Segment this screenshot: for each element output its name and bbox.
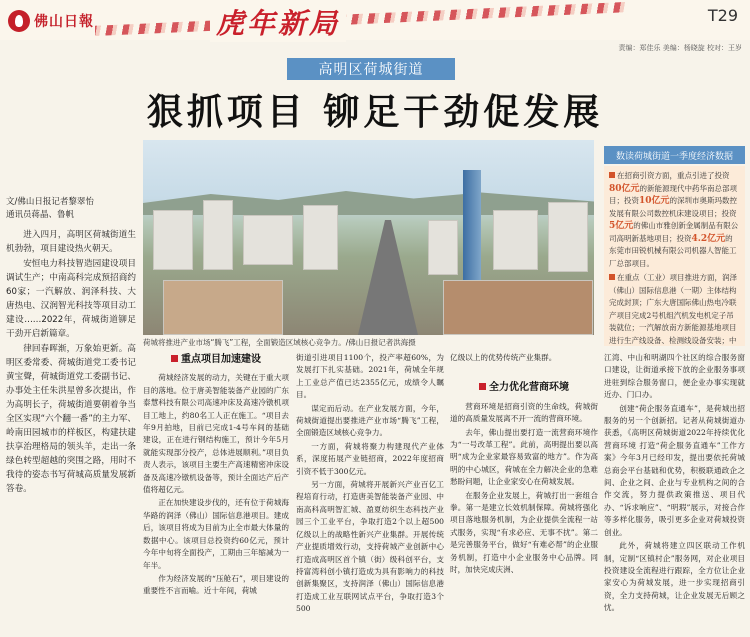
sidebar-item: 在重点（工业）项目推进方面，润泽（佛山）国际信息港（一期）主体结构完成封顶；广东大唐国际佛山热电冷联产项目完成2号机组汽机发电机定子吊装就位；一汽解放南方新能源基地项目进行生产线设备、检测线设备安装；中 [609, 273, 737, 345]
article-column-1 [6, 196, 136, 636]
square-bullet-icon [609, 274, 615, 280]
article-column-5: 江湾、中山和明湖四个社区的综合服务窗口建设，让街道承接下放的企业服务事项进驻到综合服务窗口，便企业办事实现就近办、门口办。 创建“荷企服务直通车”，是荷城出招服务的另一个创新招。记者从荷城街道办获悉，《高明区荷城街道2022年持续优化营商环境 打造“荷企服务直通车”工作方案》今年3月已经印发，提出要依托荷城总商会平台基础和优势，积极联通政企之间、企业之间、企业与专业机构之间的合作交流，努力提供政策推送、项目代办、“诉求响应”、“明瑕”展示，对接合作等多样化服务，吸引更多企业对荷城投资创业。 此外，荷城将建立四区联动工作机制，定制“区镇村企”服务网，对企业项目投资建设全流程进行跟踪，全方位让企业家安心为荷城发展，进一步实现招商引资，全力支持荷城，让企业发展无后顾之忧。 [604, 353, 745, 613]
article-column-4: 亿级以上的优势传统产业集群。 全力优化营商环境 营商环境是招商引资的生命线，荷城街道的高质量发展离不开一流的营商环境。 去年，佛山提出要打造一流营商环境作为“一号改革工程”。此前，高明提出要以高明“成为企业家最容易致富的地方”。作为高明的中心城区，荷城在全力解决企业的急难愁盼问题，让企业家安心在荷城发展。 在服务企业发展上，荷城打出一套组合拳。第一是建立长效机制保障。荷城将强化项目落地服务机制，为企业提供全流程一站式服务，实现“有求必应、无事不扰”。第二是完善服务平台，做好“有难必帮”的企业服务机制，打造中小企业服务中心品牌。同时，加快完成庆洲、 [450, 353, 598, 575]
article-column-2: 重点项目加速建设 荷城经济发展的动力，关键在于重大项目的落地。位于唐美智能装备产业园的广东泰慧科技有限公司高速冲床及高速冷镦机项目工地上，约80名工人正在施工。“项目去年9月拍地，目前已完成1-4号车间的基础建设，正在进行钢结构施工，预计今年5月就能实现部分投产，总体进展顺利。”项目负责人表示，该项目主要生产高速精密冲床设备及高速冷镦机设备等，预计全面达产后产值将超亿元。 正在加快建设步伐的，还有位于荷城海华路的润泽（佛山）国际信息港项目。建成后，该项目将成为目前为止全市最大体量的数据中心。该项目总投资约60亿元，预计今年中旬将全面投产，工期由三年缩减为一年半。 作为经济发展的“压舱石”，项目建设的重要性不言而喻。近十年间，荷城 [143, 354, 289, 596]
photo-building [203, 200, 233, 270]
lead-text: 进入四月，高明区荷城街道生机勃勃，项目建设热火朝天。 安恒电力科技智造园建设项目调试生产；中南高科完成预招商约60家；一汽解放、润泽科技、大唐热电、汉润智光科技等项目动工建设……2022年，荷城街道铆足干劲开启新篇章。 律回春晖渐，万象始更新。高明区委常委、荷城街道党工委书记黄宝聲，荷城街道党工委副书记、办事处主任朱洪星曾多次提出，作为高明长子，荷城街道要朝着争当全区实现“六个翻一番”的主力军、岭南田园城市的样板区，构建扶建扶享治理格局的领头羊，走出一条绿色转型超越的突围之路，用时不我待的姿态书写荷城高质量发展新答卷。 [6, 230, 136, 494]
page-number: T29 [707, 6, 738, 25]
photo-tower [463, 170, 481, 280]
photo-caption: 荷城将推进产业市场“腾飞”工程，全面锻造区域核心竞争力。/佛山日报记者洪海摄 [143, 338, 416, 347]
section-heading: 重点项目加速建设 [143, 354, 289, 366]
sidebar-item: 在招商引资方面，重点引进了投资80亿元的新能源现代中药华南总部项目；投资10亿元的深圳市奥斯玛数控发展有限公司数控机床建设项目；投资5亿元的佛山市雅创新金属制品有限公司高明新基地项目；投资4.2亿元的东莞市田锐机械有限公司机器人智能工厂总部项目。 [609, 171, 739, 268]
headline: 狠抓项目 铆足干劲促发展 [146, 92, 604, 133]
square-bullet-icon [609, 172, 615, 178]
sidebar-title: 数读荷城街道一季度经济数据 [604, 146, 745, 164]
decorative-stripe [95, 2, 625, 36]
editor-credits: 责编：郑佳乐 美编：杨晓旋 校对：王岁 [618, 44, 742, 52]
photo-building [548, 202, 588, 272]
photo-building [303, 205, 338, 270]
photo-building [243, 215, 293, 265]
photo-building [493, 210, 538, 270]
byline: 文/佛山日报记者黎翠怡 通讯员蒋晶、鲁帆 [6, 197, 94, 220]
photo-building [443, 280, 593, 335]
flame-logo-icon [8, 10, 30, 32]
city-photo [143, 140, 594, 335]
photo-building [153, 210, 193, 270]
section-marker-icon [171, 355, 178, 362]
sidebar-body [604, 166, 745, 346]
masthead [0, 0, 750, 40]
article-column-3: 街道引进项目1100个，投产率超60%，为发展打下扎实基础。2021年，荷城全年规上工业总产值已达2355亿元，成绩令人瞩目。 谋定而后动。在产业发展方面，今年，荷城街道提出要推进产业市场“腾飞”工程，全面锻造区域核心竞争力。 一方面，荷城将聚力构建现代产业体系，深度拓展产业链招商，2022年度招商引资不低于300亿元。 另一方面，荷城将开展新兴产业百亿工程培育行动，打造唐美智能装备产业园、中南高科高明智汇城、盈夏纺织生态科技产业园三个工业平台，争取打造2个以上超500亿级以上的战略性新兴产业集群。开展传统产业提质增效行动，支持荷城产业创新中心打造成高明区首个镇（街）级科创平台，支持富湾科创小镇打造成为具有影响力的科技创新集聚区，支持润泽（佛山）国际信息港打造成工业互联网试点平台，争取打造3个500 [296, 353, 444, 614]
section-heading: 全力优化营商环境 [450, 382, 598, 394]
section-marker-icon [479, 383, 486, 390]
subtitle-badge: 高明区荷城街道 [287, 58, 455, 80]
newspaper-logo [8, 10, 94, 32]
photo-building [163, 280, 283, 335]
column-title: 虎年新局 [210, 2, 346, 42]
photo-road [358, 220, 418, 335]
photo-building [428, 220, 458, 275]
logo-text: 佛山日報 [34, 14, 94, 30]
